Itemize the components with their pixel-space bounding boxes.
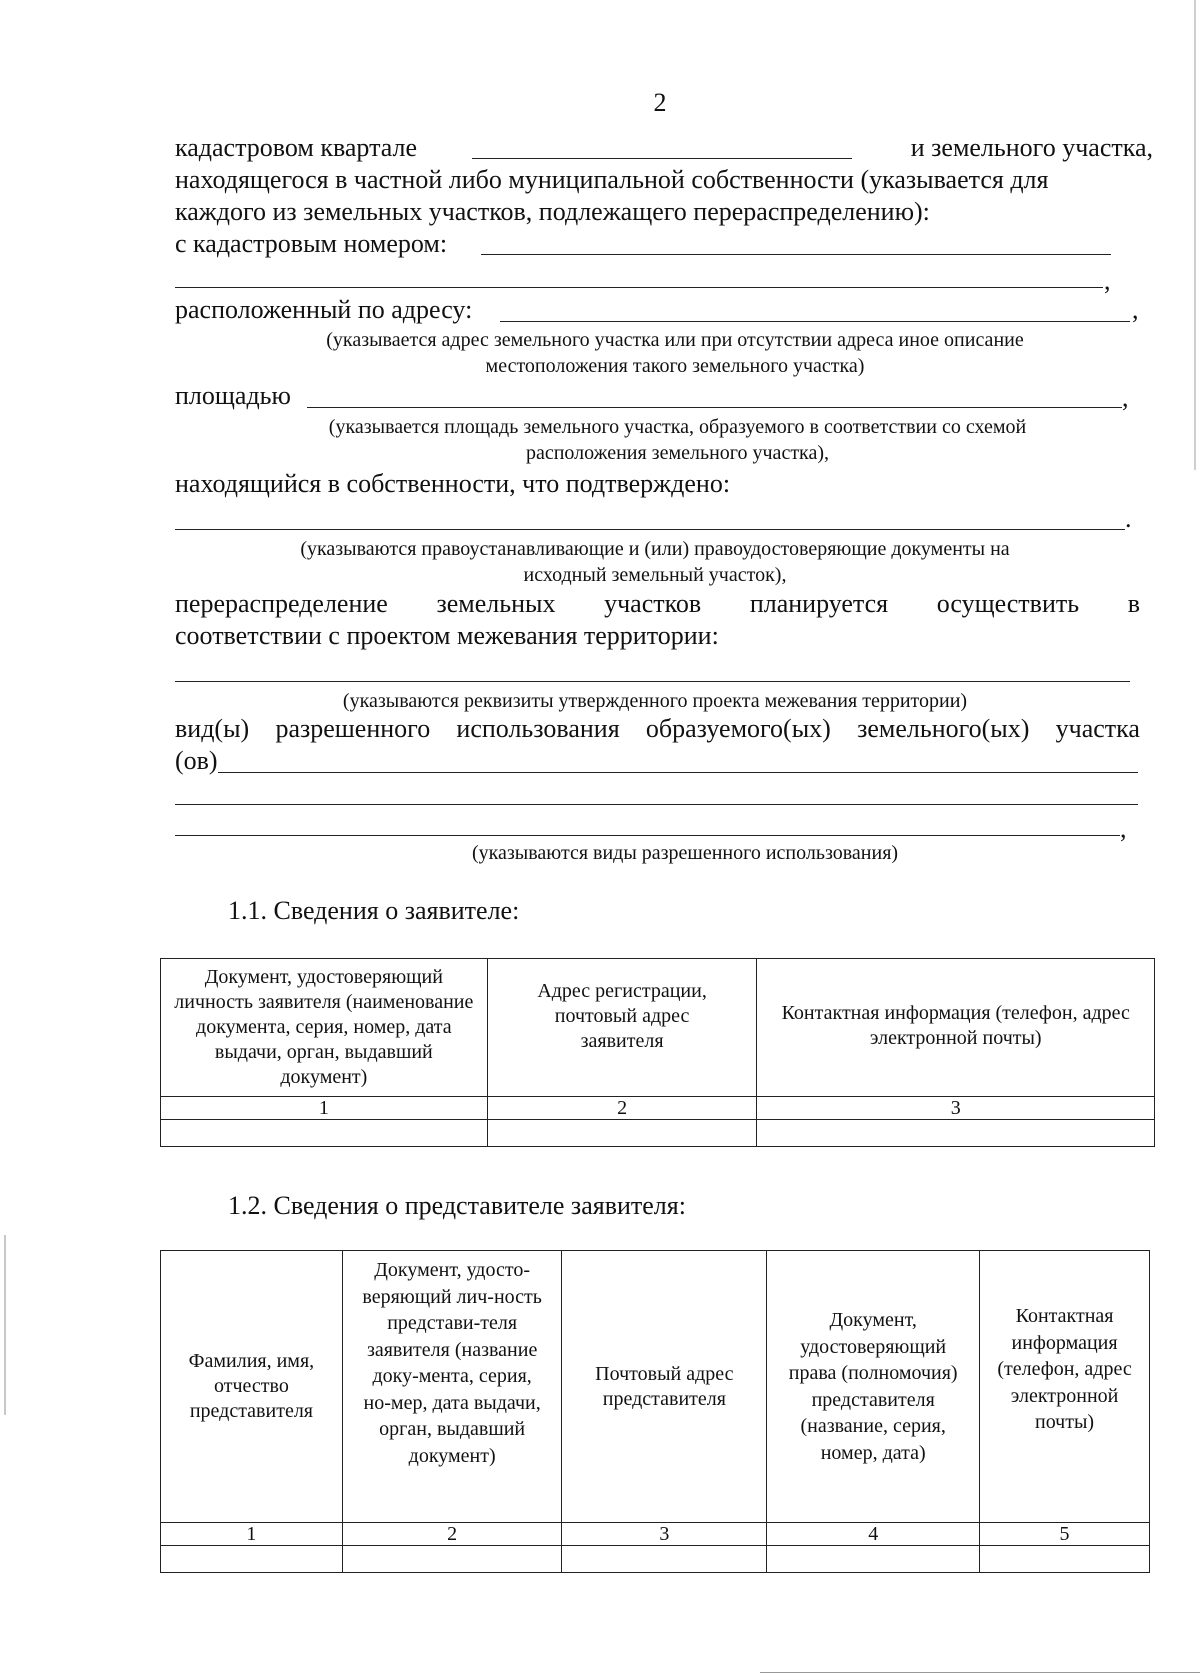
empty-cell[interactable] — [767, 1546, 980, 1573]
number-cell: 5 — [980, 1523, 1150, 1546]
text-permitted-use — [175, 713, 1140, 745]
comma: , — [1104, 266, 1111, 295]
table-header-row — [161, 1251, 1150, 1523]
number-cell: 2 — [342, 1523, 562, 1546]
word: планируется — [749, 589, 889, 618]
number-cell: 3 — [757, 1097, 1155, 1120]
scan-edge-mark-right — [1194, 0, 1196, 470]
period: . — [1125, 504, 1132, 533]
caption-ownership-2: исходный земельный участок), — [523, 564, 787, 586]
empty-cell[interactable] — [980, 1546, 1150, 1573]
number-cell: 3 — [562, 1523, 767, 1546]
fill-line-use-3 — [175, 835, 1120, 836]
word: земельного(ых) — [857, 714, 1030, 743]
fill-line-area — [307, 407, 1122, 408]
header-cell: Почтовый адрес представителя — [562, 1251, 767, 1523]
scan-edge-mark-bottom — [760, 1672, 1200, 1673]
scan-edge-mark-left — [4, 1235, 6, 1415]
comma: , — [1132, 295, 1139, 324]
comma: , — [1120, 814, 1127, 843]
word: земельных — [436, 589, 556, 618]
header-cell: Фамилия, имя, отчество представителя — [161, 1251, 343, 1523]
caption-address-2: местоположения такого земельного участка) — [485, 355, 865, 377]
fill-line-cadastral-quarter — [472, 158, 852, 159]
table-row — [161, 1546, 1150, 1573]
caption-area-2: расположения земельного участка), — [525, 442, 830, 464]
header-cell: Документ, удостоверяющий права (полномочия) представителя (название, серия, номер, дата) — [767, 1251, 980, 1523]
table-row — [161, 1120, 1155, 1147]
comma: , — [1122, 383, 1129, 412]
empty-cell[interactable] — [161, 1120, 488, 1147]
text-cadastral-quarter: кадастровом квартале — [175, 133, 418, 162]
fill-line-address — [500, 321, 1130, 322]
word: использования — [456, 714, 620, 743]
label-cadastral-number: с кадастровым номером: — [175, 229, 448, 258]
label-ownership: находящийся в собственности, что подтверждено: — [175, 469, 731, 498]
text-redistribution — [175, 588, 1140, 620]
caption-permitted-use: (указываются виды разрешенного использования) — [471, 842, 899, 864]
header-cell: Контактная информация (телефон, адрес электронной почты) — [980, 1251, 1150, 1523]
word: участков — [604, 589, 702, 618]
label-address: расположенный по адресу: — [175, 295, 473, 324]
empty-cell[interactable] — [342, 1546, 562, 1573]
header-cell: Контактная информация (телефон, адрес электронной почты) — [757, 959, 1155, 1097]
empty-cell[interactable] — [562, 1546, 767, 1573]
number-cell: 2 — [487, 1097, 757, 1120]
caption-ownership-1: (указываются правоустанавливающие и (или) правоудостоверяющие документы на — [300, 538, 1010, 560]
word: вид(ы) — [175, 714, 250, 743]
number-cell: 1 — [161, 1097, 488, 1120]
fill-line-cadastral-number-2 — [175, 287, 1103, 288]
heading-representative-info: 1.2. Сведения о представителе заявителя: — [228, 1191, 686, 1220]
word: разрешенного — [275, 714, 431, 743]
page-number: 2 — [653, 88, 667, 117]
table-number-row — [161, 1523, 1150, 1546]
header-cell: Документ, удосто-веряющий лич-ность представи-теля заявителя (название доку-мента, серия, но-мер, дата выдачи, орган, выдавший документ) — [342, 1251, 562, 1523]
number-cell: 1 — [161, 1523, 343, 1546]
text-each-plot: каждого из земельных участков, подлежащего перераспределению): — [175, 197, 930, 226]
caption-area-1: (указывается площадь земельного участка, образуемого в соответствии со схемой — [328, 416, 1027, 438]
empty-cell[interactable] — [487, 1120, 757, 1147]
fill-line-use-1 — [218, 772, 1138, 773]
word: образуемого(ых) — [645, 714, 831, 743]
table-applicant — [160, 958, 1155, 1147]
word: осуществить — [936, 589, 1080, 618]
heading-applicant-info: 1.1. Сведения о заявителе: — [228, 896, 520, 925]
number-cell: 4 — [767, 1523, 980, 1546]
word: участка — [1055, 714, 1140, 743]
table-number-row — [161, 1097, 1155, 1120]
text-plots-suffix: (ов) — [175, 746, 218, 775]
caption-project: (указываются реквизиты утвержденного проекта межевания территории) — [342, 690, 968, 712]
table-representative — [160, 1250, 1150, 1573]
table-header-row — [161, 959, 1155, 1097]
fill-line-cadastral-number — [481, 254, 1111, 255]
text-private-ownership: находящегося в частной либо муниципальной собственности (указывается для — [175, 165, 1049, 194]
fill-line-project — [175, 681, 1130, 682]
word: в — [1127, 589, 1140, 618]
fill-line-use-2 — [175, 804, 1138, 805]
header-cell: Документ, удостоверяющий личность заявителя (наименование документа, серия, номер, дата выдачи, орган, выдавший документ) — [161, 959, 488, 1097]
empty-cell[interactable] — [757, 1120, 1155, 1147]
label-area: площадью — [175, 381, 291, 410]
text-and-land-plot: и земельного участка, — [910, 133, 1153, 162]
fill-line-ownership — [175, 529, 1125, 530]
word: перераспределение — [175, 589, 388, 618]
caption-address-1: (указывается адрес земельного участка или при отсутствии адреса иное описание — [326, 329, 1024, 351]
text-project-accordance: соответствии с проектом межевания территории: — [175, 621, 719, 650]
empty-cell[interactable] — [161, 1546, 343, 1573]
header-cell: Адрес регистрации, почтовый адрес заявителя — [487, 959, 757, 1097]
